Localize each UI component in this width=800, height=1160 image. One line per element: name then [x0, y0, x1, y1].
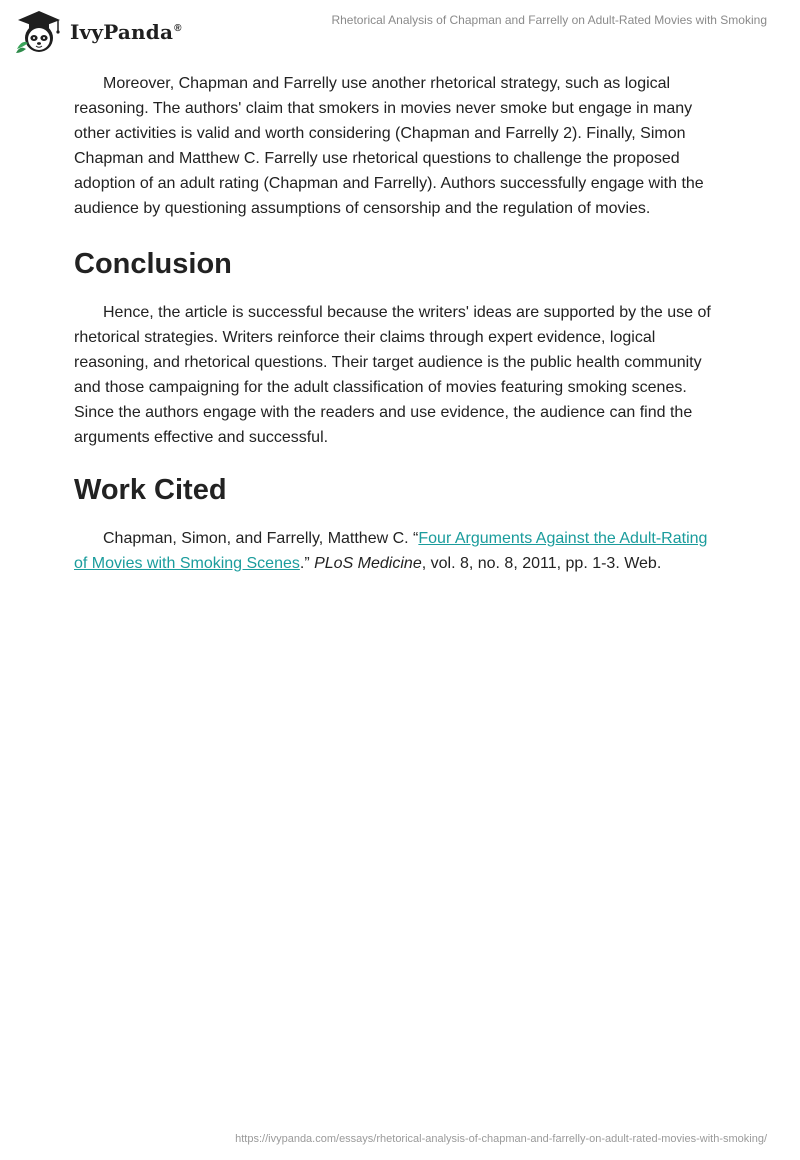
ivypanda-logo[interactable]: [14, 9, 182, 55]
logo-wordmark: [70, 20, 182, 44]
heading-work-cited: Work Cited: [74, 474, 227, 506]
essay-content: [74, 71, 724, 576]
registered-mark: ®: [174, 23, 182, 35]
citation-link[interactable]: Four Arguments Against the Adult-Rating of Movies with Smoking Scenes: [74, 530, 708, 572]
panda-logo-icon: [14, 9, 64, 55]
citation-entry: [74, 526, 724, 576]
citation-journal: PLoS Medicine: [314, 555, 422, 572]
page-header: [0, 0, 800, 60]
footer-url: https://ivypanda.com/essays/rhetorical-analysis-of-chapman-and-farrelly-on-adult-rated-movies-with-smoking/: [235, 1133, 767, 1145]
heading-conclusion: Conclusion: [74, 248, 232, 280]
citation-after-link: .”: [299, 555, 315, 572]
paragraph-logical-reasoning: Moreover, Chapman and Farrelly use another rhetorical strategy, such as logical reasoning. The authors' claim that smokers in movies never smoke but engage in many other activities is valid and worth considering (Chapman and Farrelly 2). Finally, Simon Chapman and Matthew C. Farrelly use rhetorical questions to challenge the proposed adoption of an adult rating (Chapman and Farrelly). Authors successfully engage with the audience by questioning assumptions of censorship and the regulation of movies.: [74, 75, 704, 217]
document-title: Rhetorical Analysis of Chapman and Farrelly on Adult-Rated Movies with Smoking: [331, 13, 767, 27]
citation-prefix: Chapman, Simon, and Farrelly, Matthew C. “: [103, 530, 419, 547]
logo-name: IvyPanda: [70, 20, 174, 44]
paragraph-conclusion: Hence, the article is successful because the writers' ideas are supported by the use of rhetorical strategies. Writers reinforce their claims through expert evidence, logical reasoning, and rhetorical questions. Their target audience is the public health community and those campaigning for the adult classification of movies featuring smoking scenes. Since the authors engage with the readers and use evidence, the audience can find the arguments effective and successful.: [74, 304, 711, 446]
citation-suffix: , vol. 8, no. 8, 2011, pp. 1-3. Web.: [421, 555, 662, 572]
